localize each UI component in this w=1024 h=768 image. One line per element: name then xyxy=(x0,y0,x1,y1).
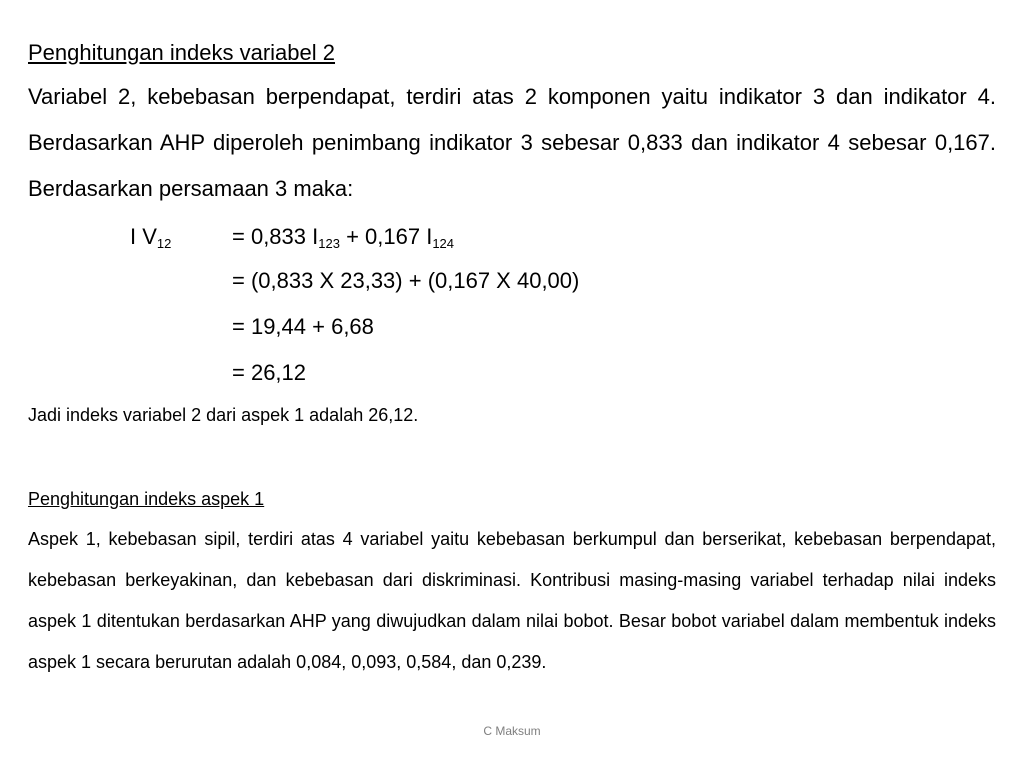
equation-line-2: = (0,833 X 23,33) + (0,167 X 40,00) xyxy=(232,268,580,293)
equation-line-1-sub-a: 123 xyxy=(318,236,340,251)
equation-lhs xyxy=(130,222,171,252)
equation-line-1-b: + 0,167 I xyxy=(339,224,433,249)
equation-line-3: = 19,44 + 6,68 xyxy=(232,314,374,339)
paragraph-aspek-1: Aspek 1, kebebasan sipil, terdiri atas 4 variabel yaitu kebebasan berkumpul dan berserikat, kebebasan berpendapat, kebebasan berkeyakinan, dan kebebasan dari diskriminasi. Kontribusi masing-masing variabel terhadap nilai indeks aspek 1 ditentukan berdasarkan AHP yang diwujudkan dalam nilai bobot. Besar bobot variabel dalam membentuk indeks aspek 1 secara berurutan adalah 0,084, 0,093, 0,584, dan 0,239. xyxy=(28,529,996,672)
equation-line-1-sub-b: 124 xyxy=(432,236,455,251)
section-heading-aspek-1: Penghitungan indeks aspek 1 xyxy=(28,489,265,509)
conclusion-variabel-2: Jadi indeks variabel 2 dari aspek 1 adalah 26,12. xyxy=(28,405,419,425)
paragraph-variabel-2: Variabel 2, kebebasan berpendapat, terdiri atas 2 komponen yaitu indikator 3 dan indikator 4. Berdasarkan AHP diperoleh penimbang indikator 3 sebesar 0,833 dan indikator 4 sebesar 0,167. Berdasarkan persamaan 3 maka: xyxy=(28,84,996,201)
equation-line-1 xyxy=(232,222,454,252)
section-heading-variabel-2: Penghitungan indeks variabel 2 xyxy=(28,40,336,65)
footer-author: C Maksum xyxy=(483,724,541,738)
equation-lhs-subscript: 12 xyxy=(156,236,172,251)
equation-line-4: = 26,12 xyxy=(232,360,307,385)
equation-line-1-a: = 0,833 I xyxy=(232,224,319,249)
equation-lhs-main: I V xyxy=(130,224,157,249)
